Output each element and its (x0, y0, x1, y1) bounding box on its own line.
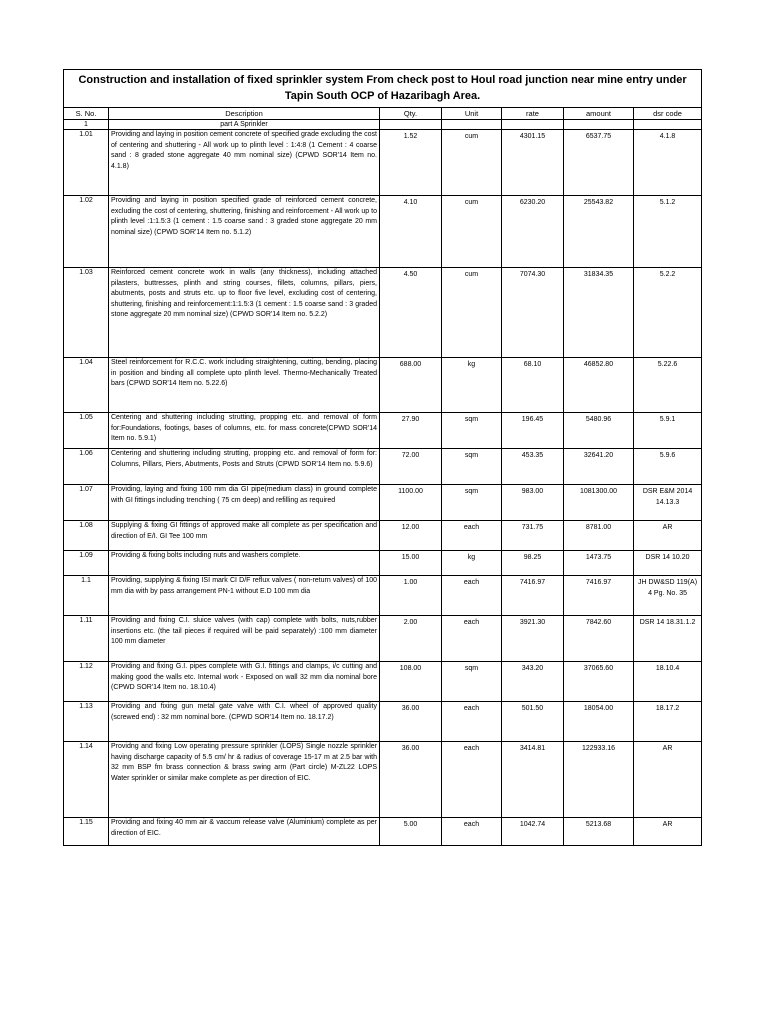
cell-unit: sqm (442, 413, 502, 449)
cell-dsr-code: AR (634, 521, 702, 551)
cell-sno: 1.1 (64, 576, 109, 616)
cell-dsr-code: JH DW&SD 119(A) 4 Pg. No. 35 (634, 576, 702, 616)
cell-sno: 1.06 (64, 449, 109, 485)
estimate-sheet (63, 69, 701, 846)
cell-rate: 731.75 (502, 521, 564, 551)
cell-qty: 688.00 (380, 358, 442, 413)
cell-dsr-code: 5.9.1 (634, 413, 702, 449)
cell-rate: 6230.20 (502, 196, 564, 268)
cell-rate: 98.25 (502, 551, 564, 576)
cell-qty (380, 120, 442, 130)
table-row (64, 818, 702, 846)
cell-amount: 122933.16 (564, 742, 634, 818)
cell-description: Centering and shuttering including strutting, propping etc. and removal of form for:Foundations, footings, bases of columns, etc. for mass concrete(CPWD SOR'14 Item no. 5.9.1) (109, 413, 380, 449)
cell-sno: 1.01 (64, 130, 109, 196)
document-title: Construction and installation of fixed sprinkler system From check post to Houl road junction near mine entry under Tapin South OCP of Hazaribagh Area. (64, 70, 702, 108)
estimate-table (63, 69, 702, 846)
cell-unit: sqm (442, 485, 502, 521)
cell-amount: 32641.20 (564, 449, 634, 485)
header-row (64, 108, 702, 120)
cell-description: Reinforced cement concrete work in walls (any thickness), including attached pilasters, buttresses, plinth and string courses, fillets, columns, pillars, piers, abutments, posts and struts etc. up to floor five level, excluding cost of centering, shuttering, finishing and reinforcement:1:1.5:3 (1 cement : 1.5 coarse sand : 3 graded stone aggregate 20 mm nominal size) (CPWD SOR'14 Item no. 5.2.2) (109, 268, 380, 358)
cell-amount: 25543.82 (564, 196, 634, 268)
cell-unit: sqm (442, 662, 502, 702)
cell-qty: 27.90 (380, 413, 442, 449)
cell-unit: each (442, 702, 502, 742)
cell-description: Supplying & fixing GI fittings of approved make all complete as per specification and direction of E/I. GI Tee 100 mm (109, 521, 380, 551)
cell-amount: 18054.00 (564, 702, 634, 742)
cell-sno: 1.14 (64, 742, 109, 818)
cell-amount: 46852.80 (564, 358, 634, 413)
cell-qty: 72.00 (380, 449, 442, 485)
cell-sno: 1.09 (64, 551, 109, 576)
cell-qty: 1.52 (380, 130, 442, 196)
table-row (64, 662, 702, 702)
cell-description: Providing, laying and fixing 100 mm dia GI pipe(medium class) in ground complete with GI fittings including trenching ( 75 cm deep) and refilling as required (109, 485, 380, 521)
cell-dsr-code: DSR 14 18.31.1.2 (634, 616, 702, 662)
cell-unit: each (442, 818, 502, 846)
cell-sno: 1.15 (64, 818, 109, 846)
table-row (64, 551, 702, 576)
cell-qty: 1.00 (380, 576, 442, 616)
cell-amount: 1081300.00 (564, 485, 634, 521)
header-sno: S. No. (64, 108, 109, 120)
cell-unit: each (442, 576, 502, 616)
cell-unit: cum (442, 196, 502, 268)
table-row (64, 521, 702, 551)
cell-dsr-code: 5.2.2 (634, 268, 702, 358)
cell-dsr-code: DSR 14 10.20 (634, 551, 702, 576)
cell-rate: 1042.74 (502, 818, 564, 846)
cell-description: part A Sprinkler (109, 120, 380, 130)
cell-sno: 1.11 (64, 616, 109, 662)
cell-sno: 1 (64, 120, 109, 130)
header-description: Description (109, 108, 380, 120)
cell-amount: 5213.68 (564, 818, 634, 846)
cell-dsr-code: AR (634, 742, 702, 818)
cell-qty: 36.00 (380, 702, 442, 742)
cell-sno: 1.13 (64, 702, 109, 742)
cell-amount: 31834.35 (564, 268, 634, 358)
cell-dsr-code: AR (634, 818, 702, 846)
cell-dsr-code: 5.9.6 (634, 449, 702, 485)
cell-description: Providing and fixing C.I. sluice valves (with cap) complete with bolts, nuts,rubber insertions etc. (the tail pieces if required will be paid separately) :100 mm diameter 100 mm diameter (109, 616, 380, 662)
cell-amount: 6537.75 (564, 130, 634, 196)
cell-dsr-code: DSR E&M 2014 14.13.3 (634, 485, 702, 521)
cell-qty: 4.10 (380, 196, 442, 268)
cell-rate: 3921.30 (502, 616, 564, 662)
header-unit: Unit (442, 108, 502, 120)
cell-amount (564, 120, 634, 130)
cell-description: Centering and shuttering including strutting, propping etc. and removal of form for: Columns, Pillars, Piers, Abutments, Posts and Struts (CPWD SOR'14 Item no. 5.9.6) (109, 449, 380, 485)
cell-amount: 1473.75 (564, 551, 634, 576)
cell-unit: cum (442, 130, 502, 196)
cell-qty: 36.00 (380, 742, 442, 818)
cell-sno: 1.08 (64, 521, 109, 551)
cell-rate (502, 120, 564, 130)
cell-description: Providing & fixing bolts including nuts and washers complete. (109, 551, 380, 576)
cell-qty: 2.00 (380, 616, 442, 662)
cell-amount: 5480.96 (564, 413, 634, 449)
table-row (64, 120, 702, 130)
cell-description: Providing and laying in position specified grade of reinforced cement concrete, excluding the cost of centering, shuttering, finishing and reinforcement - All work up to plinth level :1:1.5:3 (1 cement : 1.5 coarse sand : 3 graded stone aggregate 20 mm nominal size) (CPWD SOR'14 Item no. 5.1.2) (109, 196, 380, 268)
header-rate: rate (502, 108, 564, 120)
cell-unit: kg (442, 358, 502, 413)
cell-unit: kg (442, 551, 502, 576)
header-dsr-code: dsr code (634, 108, 702, 120)
cell-dsr-code: 18.17.2 (634, 702, 702, 742)
cell-sno: 1.05 (64, 413, 109, 449)
table-row (64, 413, 702, 449)
cell-unit: cum (442, 268, 502, 358)
cell-description: Steel reinforcement for R.C.C. work including straightening, cutting, bending, placing in position and binding all complete upto plinth level. Thermo-Mechanically Treated bars (CPWD SOR'14 Item no. 5.22.6) (109, 358, 380, 413)
table-row (64, 485, 702, 521)
cell-rate: 68.10 (502, 358, 564, 413)
cell-rate: 501.50 (502, 702, 564, 742)
cell-qty: 12.00 (380, 521, 442, 551)
cell-unit: each (442, 616, 502, 662)
header-qty: Qty. (380, 108, 442, 120)
table-row (64, 268, 702, 358)
cell-rate: 3414.81 (502, 742, 564, 818)
cell-description: Providing, supplying & fixing ISI mark CI D/F reflux valves ( non-return valves) of 100 mm dia with by pass arrangement PN-1 without E.D 100 mm dia (109, 576, 380, 616)
cell-sno: 1.12 (64, 662, 109, 702)
cell-description: Providng and fixing Low operating pressure sprinkler (LOPS) Single nozzle sprinkler having discharge capacity of 5.5 cm/ hr & radius of coverage 15-17 m at 2.5 bar with 32 mm BSP fm brass connection & brass swing arm (Part circle) M-ZL22 LOPS Water sprinkler or similar make complete as per direction of EIC. (109, 742, 380, 818)
cell-qty: 15.00 (380, 551, 442, 576)
cell-unit: each (442, 742, 502, 818)
header-amount: amount (564, 108, 634, 120)
cell-rate: 453.35 (502, 449, 564, 485)
table-row (64, 358, 702, 413)
cell-description: Providing and fixing gun metal gate valve with C.I. wheel of approved quality (screwed end) : 32 mm nominal bore. (CPWD SOR'14 Item no. 18.17.2) (109, 702, 380, 742)
cell-amount: 8781.00 (564, 521, 634, 551)
table-row (64, 130, 702, 196)
cell-rate: 7074.30 (502, 268, 564, 358)
cell-sno: 1.07 (64, 485, 109, 521)
cell-rate: 7416.97 (502, 576, 564, 616)
table-row (64, 196, 702, 268)
cell-description: Providing and fixing 40 mm air & vaccum release valve (Aluminium) complete as per direction of EIC. (109, 818, 380, 846)
cell-unit (442, 120, 502, 130)
cell-qty: 5.00 (380, 818, 442, 846)
cell-rate: 4301.15 (502, 130, 564, 196)
cell-sno: 1.02 (64, 196, 109, 268)
table-row (64, 449, 702, 485)
cell-dsr-code: 5.1.2 (634, 196, 702, 268)
cell-sno: 1.04 (64, 358, 109, 413)
cell-unit: sqm (442, 449, 502, 485)
table-row (64, 742, 702, 818)
cell-qty: 108.00 (380, 662, 442, 702)
table-row (64, 616, 702, 662)
cell-description: Providing and fixing G.I. pipes complete with G.I. fittings and clamps, i/c cutting and making good the walls etc. Internal work - Exposed on wall 32 mm dia nominal bore (CPWD SOR'14 Item no. 18.10.4) (109, 662, 380, 702)
cell-rate: 983.00 (502, 485, 564, 521)
table-row (64, 576, 702, 616)
cell-dsr-code: 4.1.8 (634, 130, 702, 196)
cell-qty: 4.50 (380, 268, 442, 358)
cell-dsr-code (634, 120, 702, 130)
cell-dsr-code: 5.22.6 (634, 358, 702, 413)
cell-qty: 1100.00 (380, 485, 442, 521)
cell-description: Providing and laying in position cement concrete of specified grade excluding the cost of centering and shuttering - All work up to plinth level : 1:4:8 (1 Cement : 4 coarse sand : 8 graded stone aggregate 40 mm nominal size) (CPWD SOR'14 Item no. 4.1.8) (109, 130, 380, 196)
cell-unit: each (442, 521, 502, 551)
cell-sno: 1.03 (64, 268, 109, 358)
cell-amount: 7842.60 (564, 616, 634, 662)
table-row (64, 702, 702, 742)
cell-dsr-code: 18.10.4 (634, 662, 702, 702)
cell-amount: 37065.60 (564, 662, 634, 702)
cell-amount: 7416.97 (564, 576, 634, 616)
cell-rate: 196.45 (502, 413, 564, 449)
cell-rate: 343.20 (502, 662, 564, 702)
